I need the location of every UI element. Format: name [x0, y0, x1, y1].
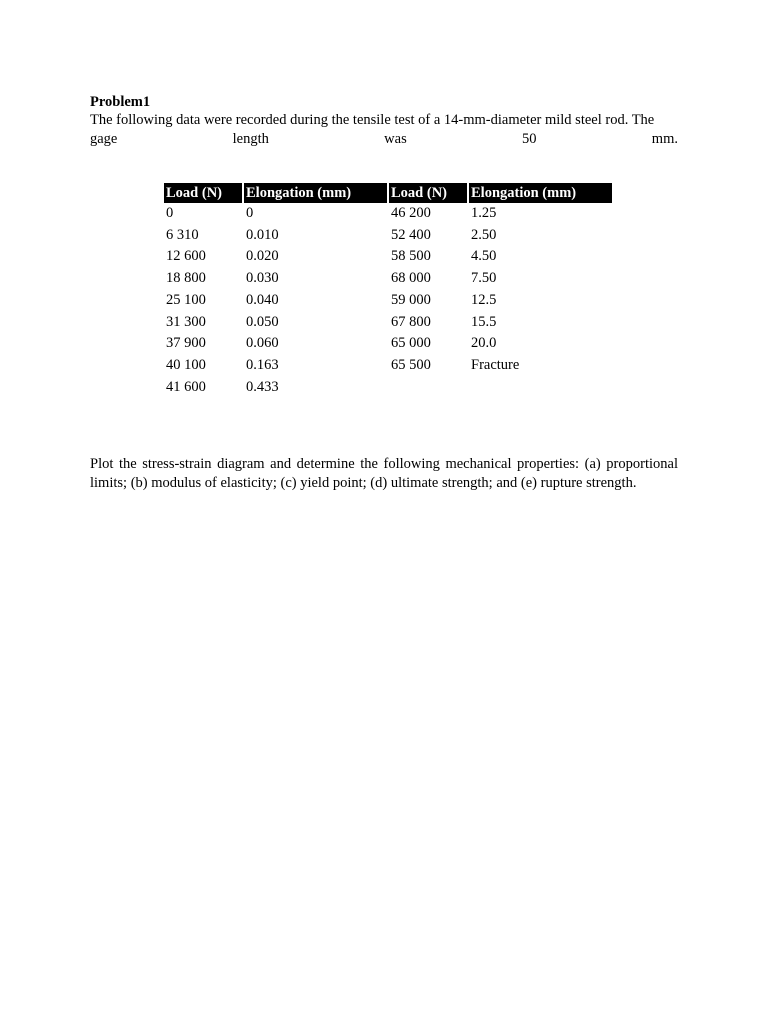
cell-elongation-2: 12.5	[471, 291, 497, 308]
cell-load-2: 59 000	[391, 291, 431, 308]
table-row	[164, 225, 612, 247]
cell-load-2: 65 500	[391, 356, 431, 373]
cell-elongation-1: 0.050	[246, 313, 279, 330]
cell-load-1: 12 600	[166, 248, 206, 265]
header-load-2: Load (N)	[389, 183, 469, 203]
cell-elongation-1: 0.163	[246, 356, 279, 373]
cell-load-1: 0	[166, 205, 174, 221]
cell-elongation-2: 2.50	[471, 226, 497, 243]
header-elongation-1: Elongation (mm)	[244, 183, 389, 203]
cell-elongation-2: 1.25	[471, 205, 497, 221]
cell-elongation-1: 0.433	[246, 378, 279, 395]
table-row	[164, 268, 612, 290]
cell-load-1: 41 600	[166, 378, 206, 395]
load-elongation-table	[164, 183, 612, 398]
cell-elongation-1: 0.010	[246, 226, 279, 243]
table-row	[164, 333, 612, 355]
table-row	[164, 312, 612, 334]
problem-title: Problem1	[90, 94, 151, 110]
table-body	[164, 203, 612, 398]
header-load-1: Load (N)	[164, 183, 244, 203]
problem-intro-line2: gage length was 50 mm.	[90, 130, 678, 147]
cell-load-1: 31 300	[166, 313, 206, 330]
cell-load-2	[389, 377, 469, 399]
problem-intro-line1: The following data were recorded during the tensile test of a 14-mm-diameter mild steel rod. The	[90, 112, 655, 128]
table-row	[164, 203, 612, 225]
table-row	[164, 246, 612, 268]
cell-elongation-2: 20.0	[471, 335, 497, 352]
cell-elongation-2: 15.5	[471, 313, 497, 330]
cell-elongation-1: 0.020	[246, 248, 279, 265]
cell-elongation-2: 4.50	[471, 248, 497, 265]
cell-elongation-1: 0	[246, 205, 254, 221]
cell-load-2: 67 800	[391, 313, 431, 330]
cell-load-2: 65 000	[391, 335, 431, 352]
cell-load-1: 18 800	[166, 270, 206, 287]
cell-load-2: 58 500	[391, 248, 431, 265]
table-row	[164, 377, 612, 399]
cell-load-1: 6 310	[166, 226, 199, 243]
cell-elongation-1: 0.060	[246, 335, 279, 352]
header-elongation-2: Elongation (mm)	[469, 183, 612, 203]
cell-load-2: 46 200	[391, 205, 431, 221]
data-table-container	[164, 183, 612, 398]
cell-elongation-2	[469, 377, 612, 399]
cell-elongation-2: 7.50	[471, 270, 497, 287]
cell-load-1: 40 100	[166, 356, 206, 373]
cell-elongation-2: Fracture	[471, 356, 520, 373]
cell-load-2: 68 000	[391, 270, 431, 287]
cell-elongation-1: 0.030	[246, 270, 279, 287]
table-row	[164, 290, 612, 312]
table-row	[164, 355, 612, 377]
question-text: Plot the stress-strain diagram and determine the following mechanical properties: (a) proportional limits; (b) modulus of elasticity; (c) yield point; (d) ultimate strength; and (e) rupture strength.	[90, 456, 678, 491]
cell-load-1: 37 900	[166, 335, 206, 352]
cell-elongation-1: 0.040	[246, 291, 279, 308]
cell-load-2: 52 400	[391, 226, 431, 243]
table-header-row	[164, 183, 612, 203]
cell-load-1: 25 100	[166, 291, 206, 308]
document-page	[90, 93, 678, 491]
